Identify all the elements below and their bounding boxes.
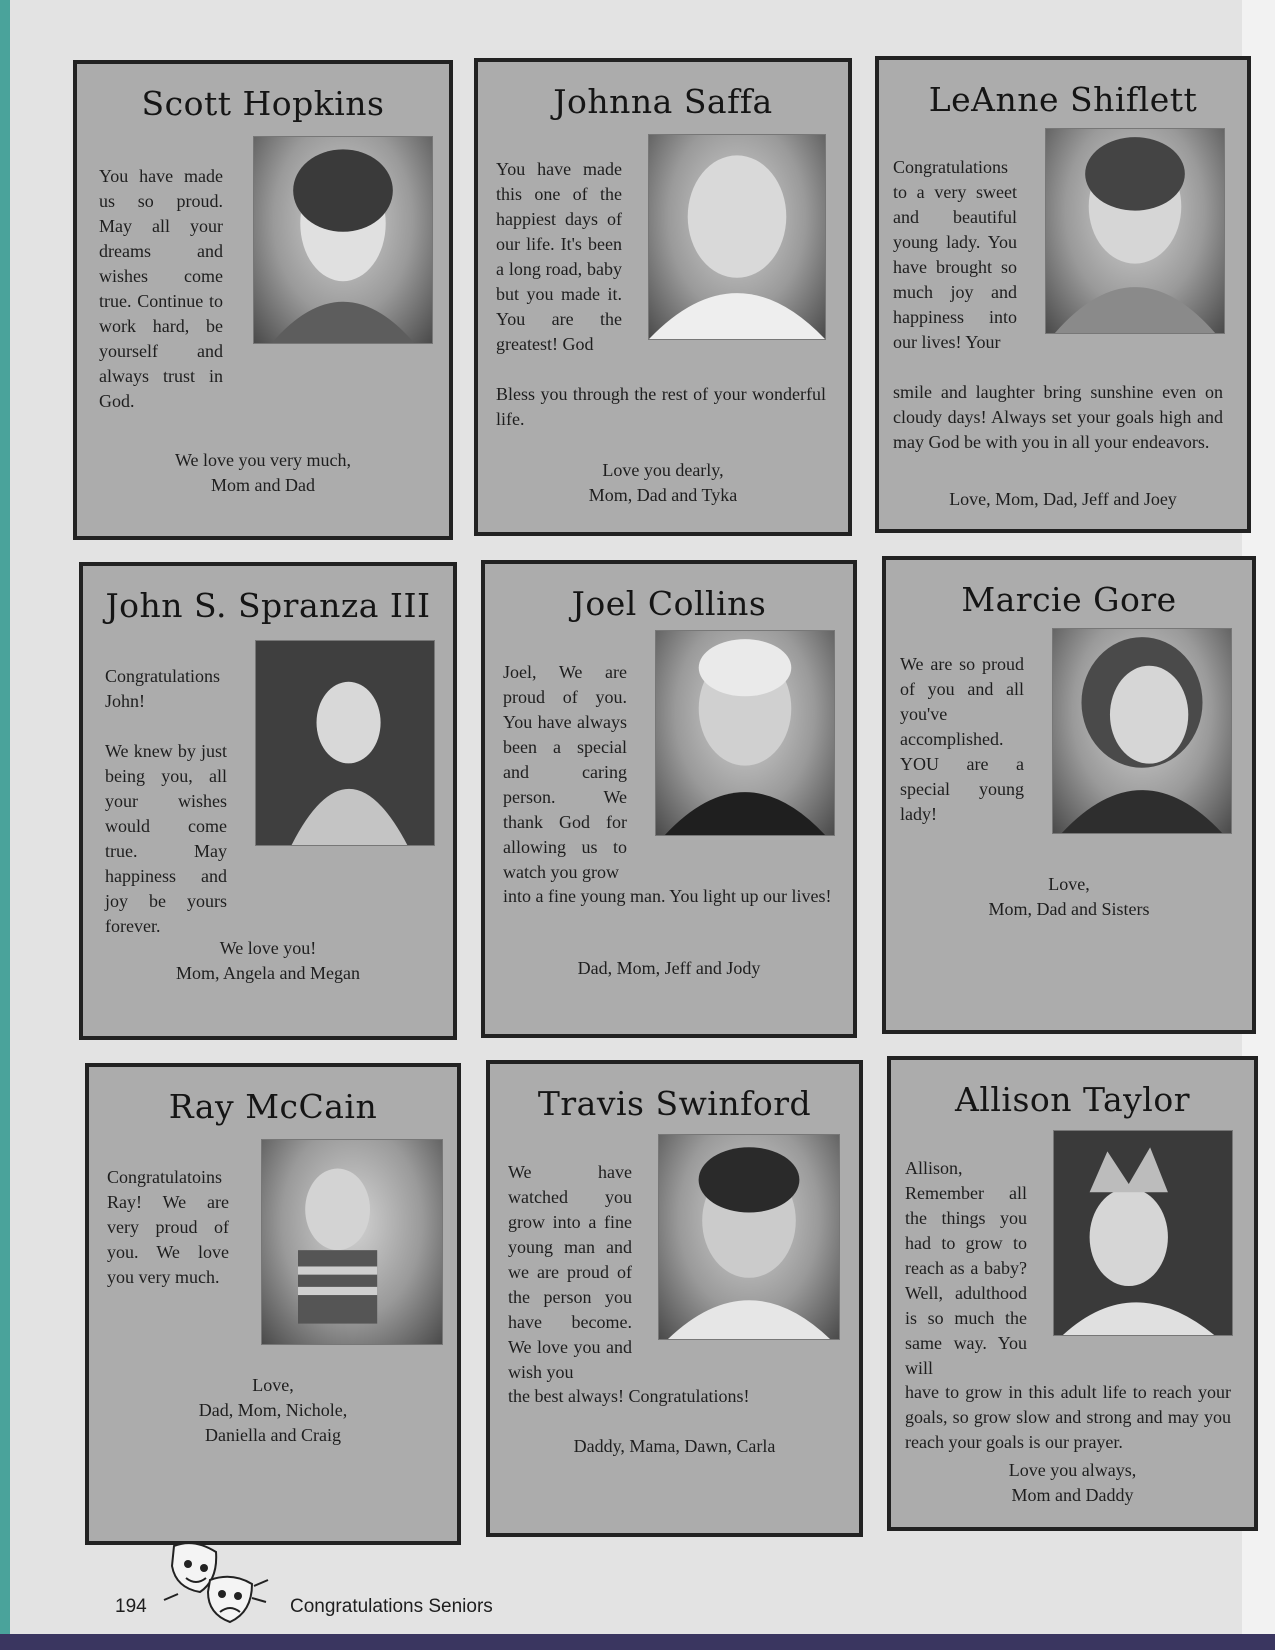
baby-photo bbox=[648, 134, 826, 340]
signature-line: Mom and Dad bbox=[211, 475, 315, 495]
signature-line: Mom, Angela and Megan bbox=[176, 963, 360, 983]
section-title: Congratulations Seniors bbox=[290, 1596, 493, 1617]
card-signature bbox=[83, 936, 453, 986]
card-signature bbox=[879, 487, 1247, 512]
signature-line: Mom and Daddy bbox=[1011, 1485, 1134, 1505]
senior-ad-card bbox=[875, 56, 1251, 533]
baby-photo bbox=[261, 1139, 443, 1345]
signature-line: Daniella and Craig bbox=[205, 1425, 341, 1445]
card-signature bbox=[77, 448, 449, 498]
baby-photo bbox=[1052, 628, 1232, 834]
baby-photo bbox=[1053, 1130, 1233, 1336]
card-name: LeAnne Shiflett bbox=[928, 80, 1198, 119]
card-name: Joel Collins bbox=[571, 584, 767, 623]
signature-line: Dad, Mom, Jeff and Jody bbox=[577, 958, 761, 978]
baby-photo bbox=[253, 136, 433, 344]
baby-photo bbox=[1045, 128, 1225, 334]
card-message: You have made this one of the happiest days of our life. It's been a long road, baby but you made it. You are the greatest! God bbox=[496, 159, 622, 354]
signature-line: Love, Mom, Dad, Jeff and Joey bbox=[949, 489, 1177, 509]
signature-line: Love, bbox=[252, 1375, 294, 1395]
signature-line: We love you! bbox=[219, 938, 317, 958]
senior-ad-card bbox=[481, 560, 857, 1038]
signature-line: Mom, Dad and Sisters bbox=[988, 899, 1150, 919]
card-name: Travis Swinford bbox=[537, 1084, 812, 1123]
card-message: Congratulations John! bbox=[105, 666, 220, 711]
baby-photo bbox=[658, 1134, 840, 1340]
signature-line: Love you always, bbox=[1008, 1460, 1137, 1480]
card-message-continued: Bless you through the rest of your wonderful life. bbox=[496, 384, 826, 429]
card-message: Allison, Remember all the things you had to grow to reach as a baby? Well, adulthood is so much the same way. You will bbox=[905, 1158, 1027, 1378]
signature-line: Love, bbox=[1048, 874, 1090, 894]
signature-line: We love you very much, bbox=[174, 450, 351, 470]
card-message-continued: into a fine young man. You light up our lives! bbox=[503, 886, 832, 906]
senior-ad-card bbox=[887, 1056, 1258, 1531]
drama-masks-icon bbox=[160, 1540, 275, 1635]
card-message-continued: have to grow in this adult life to reach your goals, so grow slow and strong and may you reach your goals is our prayer. bbox=[905, 1382, 1231, 1452]
card-signature bbox=[886, 872, 1252, 922]
card-message: You have made us so proud. May all your dreams and wishes come true. Continue to work hard, be yourself and always trust in God. bbox=[99, 166, 223, 411]
signature-line: Daddy, Mama, Dawn, Carla bbox=[573, 1436, 776, 1456]
signature-line: Dad, Mom, Nichole, bbox=[198, 1400, 348, 1420]
card-message: Congratulatoins Ray! We are very proud of you. We love you very much. bbox=[107, 1167, 229, 1287]
card-name: John S. Spranza III bbox=[105, 586, 431, 625]
baby-photo bbox=[255, 640, 435, 846]
card-message: We have watched you grow into a fine young man and we are proud of the person you have become. We love you and wish you bbox=[508, 1162, 632, 1382]
card-message: Joel, We are proud of you. You have always been a special and caring person. We thank God for allowing us to watch you grow bbox=[503, 662, 627, 882]
card-name: Allison Taylor bbox=[954, 1080, 1190, 1119]
baby-photo bbox=[655, 630, 835, 836]
senior-ad-card bbox=[79, 562, 457, 1040]
card-signature bbox=[485, 956, 853, 981]
card-signature bbox=[490, 1434, 859, 1459]
senior-ad-card bbox=[486, 1060, 863, 1537]
card-name: Johnna Saffa bbox=[553, 82, 773, 121]
senior-ad-card bbox=[882, 556, 1256, 1034]
card-signature bbox=[891, 1458, 1254, 1508]
card-message: We are so proud of you and all you've accomplished. YOU are a special young lady! bbox=[900, 654, 1024, 824]
card-signature bbox=[478, 458, 848, 508]
senior-ad-card bbox=[85, 1063, 461, 1545]
senior-ad-card bbox=[73, 60, 453, 540]
card-message: Congratulations to a very sweet and beautiful young lady. You have brought so much joy and happiness into our lives! Your bbox=[893, 157, 1017, 352]
page-edge-bottom bbox=[0, 1634, 1275, 1650]
page-edge-left bbox=[0, 0, 10, 1650]
card-name: Marcie Gore bbox=[961, 580, 1177, 619]
card-signature bbox=[89, 1373, 457, 1448]
card-message-continued: the best always! Congratulations! bbox=[508, 1386, 750, 1406]
card-name: Scott Hopkins bbox=[141, 84, 385, 123]
card-name: Ray McCain bbox=[168, 1087, 378, 1126]
page-number: 194 bbox=[115, 1596, 147, 1617]
card-message-continued: We knew by just being you, all your wishes would come true. May happiness and joy be yours forever. bbox=[105, 741, 227, 936]
signature-line: Mom, Dad and Tyka bbox=[588, 485, 738, 505]
card-message-continued: smile and laughter bring sunshine even on cloudy days! Always set your goals high and may God be with you in all your endeavors. bbox=[893, 382, 1223, 452]
senior-ad-card bbox=[474, 58, 852, 536]
signature-line: Love you dearly, bbox=[602, 460, 724, 480]
